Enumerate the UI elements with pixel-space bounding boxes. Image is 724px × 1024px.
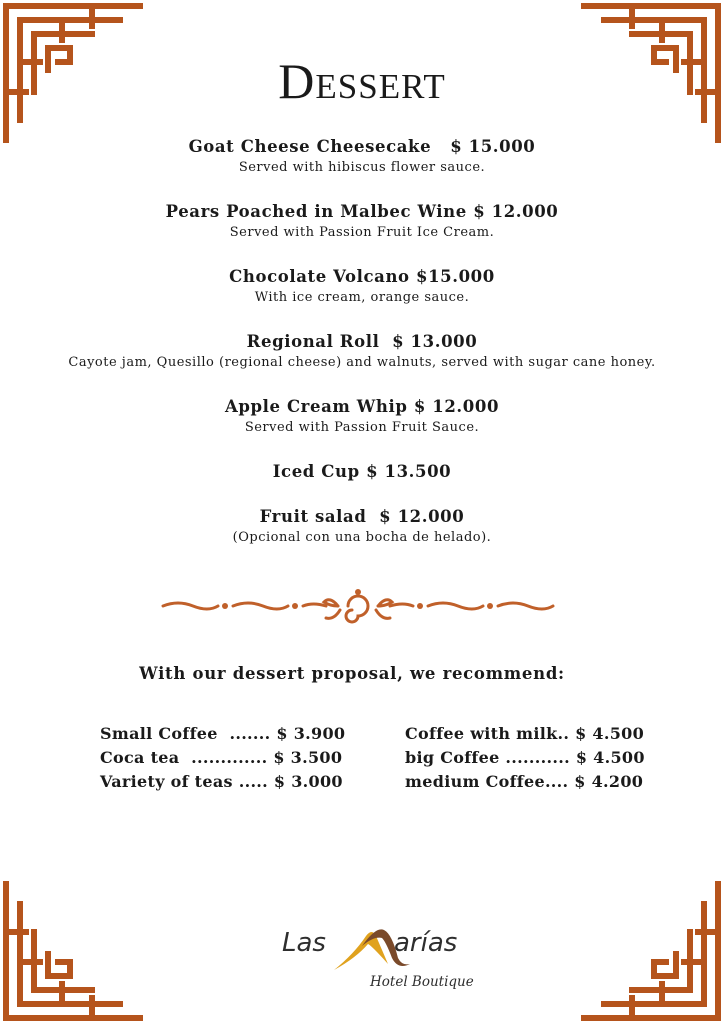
item-description: Served with hibiscus flower sauce. <box>238 160 486 175</box>
dessert-list <box>0 136 724 571</box>
page-title: Dessert <box>278 53 446 109</box>
divider-ornament <box>158 586 558 626</box>
hotel-logo <box>282 920 482 1000</box>
item-name: Fruit salad $ 12.000 <box>259 507 465 526</box>
item-description: Served with Passion Fruit Sauce. <box>244 420 480 435</box>
menu-item <box>0 396 724 461</box>
logo-subtitle: Hotel Boutique <box>370 974 474 990</box>
item-description: (Opcional con una bocha de helado). <box>232 530 492 545</box>
item-name: Regional Roll $ 13.000 <box>246 332 478 351</box>
item-name: Goat Cheese Cheesecake $ 15.000 <box>188 137 536 156</box>
item-name: Pears Poached in Malbec Wine $ 12.000 <box>165 202 559 221</box>
item-name: Iced Cup $ 13.500 <box>272 462 452 481</box>
recommendation-heading: With our dessert proposal, we recommend: <box>139 664 565 683</box>
drink-item: Coffee with milk.. $ 4.500 <box>405 724 645 743</box>
menu-item <box>0 461 724 506</box>
menu-item <box>0 331 724 396</box>
drink-item: medium Coffee.... $ 4.200 <box>405 772 644 791</box>
drink-item: big Coffee ........... $ 4.500 <box>405 748 645 767</box>
menu-item <box>0 201 724 266</box>
drink-item: Variety of teas ..... $ 3.000 <box>100 772 343 791</box>
drink-item: Small Coffee ....... $ 3.900 <box>100 724 346 743</box>
drink-item: Coca tea ............. $ 3.500 <box>100 748 343 767</box>
item-description: Cayote jam, Quesillo (regional cheese) and walnuts, served with sugar cane honey. <box>68 355 656 370</box>
menu-item <box>0 506 724 571</box>
item-description: Served with Passion Fruit Ice Cream. <box>229 225 495 240</box>
corner-ornament-bottom-right <box>579 879 724 1024</box>
item-name: Chocolate Volcano $15.000 <box>229 267 495 286</box>
menu-item <box>0 136 724 201</box>
corner-ornament-bottom-left <box>0 879 145 1024</box>
menu-item <box>0 266 724 331</box>
item-description: With ice cream, orange sauce. <box>254 290 470 305</box>
logo-text-arias: arías <box>394 928 458 958</box>
drinks-column-right <box>405 722 645 794</box>
logo-text-las: Las <box>282 928 326 958</box>
drinks-column-left <box>100 722 345 794</box>
item-name: Apple Cream Whip $ 12.000 <box>224 397 500 416</box>
